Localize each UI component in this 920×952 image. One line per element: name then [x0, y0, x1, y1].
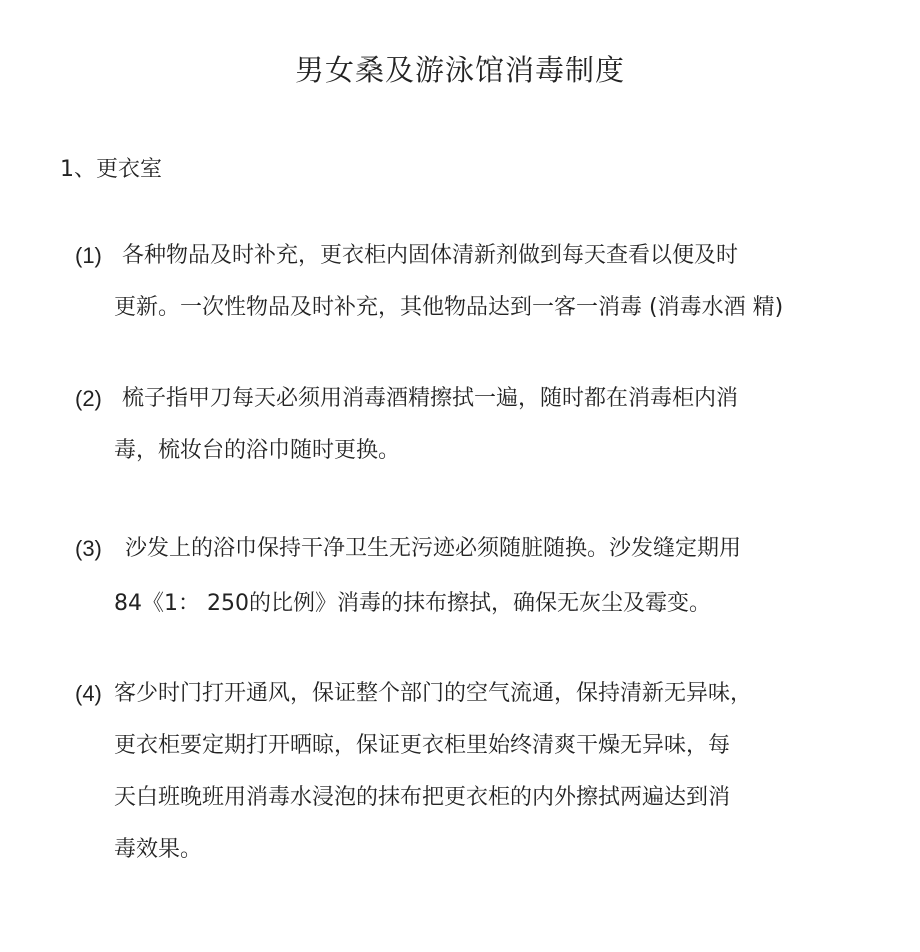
document-title: 男女桑及游泳馆消毒制度	[294, 53, 625, 87]
item-text-line: 84《1： 250的比例》消毒的抹布擦拭，确保无灰尘及霉变。	[114, 591, 711, 616]
section-heading: 1、更衣室	[60, 157, 162, 182]
item-text-line: 更新。一次性物品及时补充，其他物品达到一客一消毒 (消毒水酒 精)	[114, 295, 784, 320]
item-text-line: 沙发上的浴巾保持干净卫生无污迹必须随脏随换。沙发缝定期用	[125, 536, 742, 561]
item-text-line: 天白班晚班用消毒水浸泡的抹布把更衣柜的内外擦拭两遍达到消	[114, 785, 731, 810]
item-text-line: 客少时门打开通风，保证整个部门的空气流通，保持清新无异味，	[114, 681, 753, 706]
item-text-line: 毒，梳妆台的浴巾随时更换。	[114, 438, 401, 463]
item-number: (1)	[75, 243, 102, 268]
item-number: (3)	[75, 536, 102, 561]
item-number: (2)	[75, 386, 102, 411]
item-number: (4)	[75, 681, 102, 706]
item-text-line: 各种物品及时补充，更衣柜内固体清新剂做到每天查看以便及时	[122, 243, 739, 268]
item-text-line: 梳子指甲刀每天必须用消毒酒精擦拭一遍，随时都在消毒柜内消	[122, 386, 739, 411]
item-text-line: 更衣柜要定期打开晒晾，保证更衣柜里始终清爽干燥无异味，每	[114, 733, 731, 758]
item-text-line: 毒效果。	[114, 837, 203, 862]
